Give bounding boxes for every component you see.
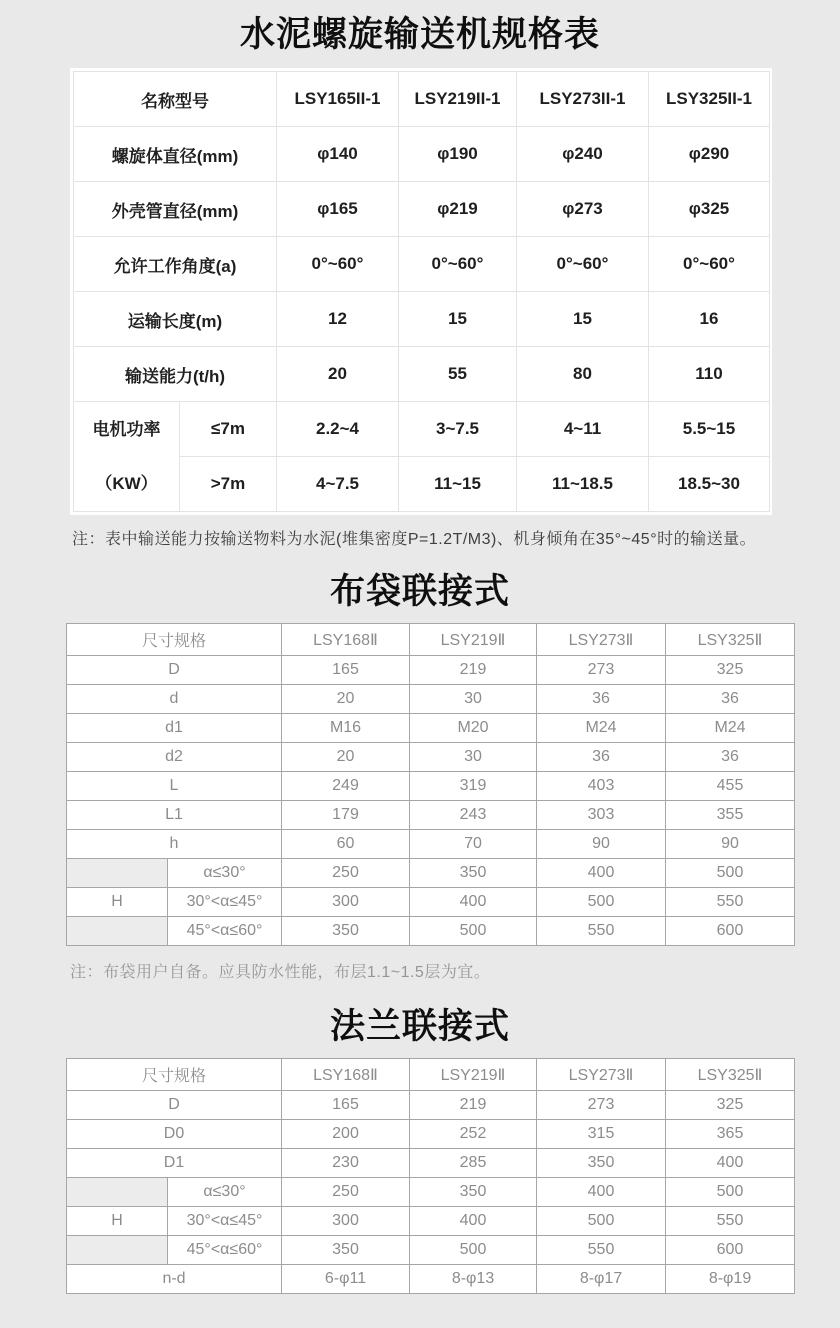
h-row-label: H (67, 888, 168, 917)
cell-value: 4~11 (517, 402, 649, 457)
cell-value: 300 (282, 1207, 410, 1236)
motor-power-label-line1: 电机功率 (92, 419, 161, 439)
cell-value: 243 (410, 801, 537, 830)
table-row (74, 127, 770, 182)
cell-value: 5.5~15 (649, 402, 770, 457)
cell-value: 55 (399, 347, 517, 402)
cell-value: 6-φ11 (282, 1265, 410, 1294)
column-header-model: LSY219Ⅱ (410, 624, 537, 656)
cell-value: 500 (537, 888, 666, 917)
table-row (67, 772, 795, 801)
angle-condition-label: α≤30° (168, 859, 282, 888)
column-header-model: LSY168Ⅱ (282, 624, 410, 656)
cell-value: 18.5~30 (649, 457, 770, 512)
cell-value: 4~7.5 (277, 457, 399, 512)
cell-value: φ273 (517, 182, 649, 237)
column-header-model: LSY325Ⅱ (666, 624, 795, 656)
cell-value: 60 (282, 830, 410, 859)
cell-value: 600 (666, 917, 795, 946)
row-label: D (67, 656, 282, 685)
row-label: 外壳管直径(mm) (74, 182, 277, 237)
table-row (74, 402, 770, 457)
bag-table-card (66, 623, 840, 946)
bag-table-title: 布袋联接式 (329, 572, 510, 611)
cell-value: 2.2~4 (277, 402, 399, 457)
cell-value: 319 (410, 772, 537, 801)
cell-value: 600 (666, 1236, 795, 1265)
cell-value: 550 (537, 1236, 666, 1265)
cell-value: 365 (666, 1120, 795, 1149)
spec-table-note: 注：表中输送能力按输送物料为水泥(堆集密度P=1.2T/M3)、机身倾角在35°~45°时的输送量。 (72, 531, 757, 548)
flange-table-title: 法兰联接式 (329, 1007, 510, 1046)
cell-value: 500 (410, 917, 537, 946)
cell-value: 325 (666, 656, 795, 685)
row-label: d2 (67, 743, 282, 772)
spec-table-title: 水泥螺旋输送机规格表 (239, 15, 600, 54)
cell-value: 400 (410, 1207, 537, 1236)
cell-value: 20 (282, 743, 410, 772)
angle-condition-label: 30°<α≤45° (168, 888, 282, 917)
cell-value: φ190 (399, 127, 517, 182)
row-label: L1 (67, 801, 282, 830)
cell-value: 8-φ17 (537, 1265, 666, 1294)
table-row (67, 830, 795, 859)
cell-value: 0°~60° (399, 237, 517, 292)
row-label: d1 (67, 714, 282, 743)
cell-value: 400 (410, 888, 537, 917)
cell-value: 0°~60° (517, 237, 649, 292)
empty-gray-cell (67, 917, 168, 946)
cell-value: 11~15 (399, 457, 517, 512)
cell-value: 500 (410, 1236, 537, 1265)
table-row (67, 714, 795, 743)
flange-table-card (66, 1058, 840, 1294)
cell-value: 500 (666, 859, 795, 888)
row-label: h (67, 830, 282, 859)
column-header-model: LSY325II-1 (649, 72, 770, 127)
bag-table (66, 623, 795, 946)
table-row (67, 888, 795, 917)
column-header-model: LSY165II-1 (277, 72, 399, 127)
cell-value: 36 (537, 743, 666, 772)
length-condition-label: >7m (180, 457, 277, 512)
cell-value: 8-φ19 (666, 1265, 795, 1294)
cell-value: M20 (410, 714, 537, 743)
table-row (67, 1236, 795, 1265)
cell-value: 165 (282, 656, 410, 685)
row-label: d (67, 685, 282, 714)
cell-value: 252 (410, 1120, 537, 1149)
cell-value: 250 (282, 859, 410, 888)
cell-value: φ140 (277, 127, 399, 182)
row-label: D1 (67, 1149, 282, 1178)
table-row (74, 347, 770, 402)
table-row (67, 1091, 795, 1120)
cell-value: M24 (666, 714, 795, 743)
column-header-label: 名称型号 (74, 72, 277, 127)
cell-value: 285 (410, 1149, 537, 1178)
cell-value: 3~7.5 (399, 402, 517, 457)
table-row (67, 1120, 795, 1149)
column-header-label: 尺寸规格 (67, 1059, 282, 1091)
cell-value: 20 (282, 685, 410, 714)
row-label: D0 (67, 1120, 282, 1149)
cell-value: 90 (666, 830, 795, 859)
row-label: 允许工作角度(a) (74, 237, 277, 292)
cell-value: 550 (537, 917, 666, 946)
cell-value: 36 (666, 743, 795, 772)
table-row (67, 917, 795, 946)
row-label: 输送能力(t/h) (74, 347, 277, 402)
cell-value: 273 (537, 1091, 666, 1120)
row-label: 螺旋体直径(mm) (74, 127, 277, 182)
cell-value: 273 (537, 656, 666, 685)
cell-value: φ290 (649, 127, 770, 182)
cell-value: φ219 (399, 182, 517, 237)
table-row (67, 1265, 795, 1294)
table-row (74, 182, 770, 237)
empty-gray-cell (67, 1236, 168, 1265)
table-row (67, 656, 795, 685)
cell-value: φ165 (277, 182, 399, 237)
cell-value: 300 (282, 888, 410, 917)
table-row (67, 1207, 795, 1236)
cell-value: φ240 (517, 127, 649, 182)
spec-table-card (70, 68, 772, 515)
cell-value: 15 (517, 292, 649, 347)
cell-value: 315 (537, 1120, 666, 1149)
cell-value: 219 (410, 1091, 537, 1120)
cell-value: 303 (537, 801, 666, 830)
column-header-model: LSY168Ⅱ (282, 1059, 410, 1091)
row-label: 运输长度(m) (74, 292, 277, 347)
cell-value: 400 (537, 859, 666, 888)
column-header-label: 尺寸规格 (67, 624, 282, 656)
column-header-model: LSY325Ⅱ (666, 1059, 795, 1091)
cell-value: 550 (666, 888, 795, 917)
table-row (67, 685, 795, 714)
table-row (67, 801, 795, 830)
cell-value: 250 (282, 1178, 410, 1207)
cell-value: 30 (410, 743, 537, 772)
cell-value: 30 (410, 685, 537, 714)
cell-value: 0°~60° (277, 237, 399, 292)
cell-value: 0°~60° (649, 237, 770, 292)
cell-value: 325 (666, 1091, 795, 1120)
motor-power-label-line2: （KW） (95, 473, 158, 493)
cell-value: 179 (282, 801, 410, 830)
cell-value: 80 (517, 347, 649, 402)
cell-value: 36 (666, 685, 795, 714)
h-row-label: H (67, 1207, 168, 1236)
cell-value: 70 (410, 830, 537, 859)
table-row (74, 237, 770, 292)
cell-value: 12 (277, 292, 399, 347)
cell-value: 350 (537, 1149, 666, 1178)
cell-value: 36 (537, 685, 666, 714)
angle-condition-label: 30°<α≤45° (168, 1207, 282, 1236)
row-label: L (67, 772, 282, 801)
angle-condition-label: α≤30° (168, 1178, 282, 1207)
motor-power-label (74, 402, 180, 512)
length-condition-label: ≤7m (180, 402, 277, 457)
cell-value: 350 (410, 859, 537, 888)
cell-value: 403 (537, 772, 666, 801)
empty-gray-cell (67, 859, 168, 888)
cell-value: 20 (277, 347, 399, 402)
header-row (74, 72, 770, 127)
column-header-model: LSY273Ⅱ (537, 1059, 666, 1091)
angle-condition-label: 45°<α≤60° (168, 1236, 282, 1265)
cell-value: 219 (410, 656, 537, 685)
cell-value: 400 (666, 1149, 795, 1178)
cell-value: φ325 (649, 182, 770, 237)
cell-value: 350 (410, 1178, 537, 1207)
cell-value: 230 (282, 1149, 410, 1178)
cell-value: 350 (282, 1236, 410, 1265)
table-row (67, 859, 795, 888)
cell-value: 350 (282, 917, 410, 946)
cell-value: 355 (666, 801, 795, 830)
cell-value: 90 (537, 830, 666, 859)
row-label: D (67, 1091, 282, 1120)
table-row (67, 743, 795, 772)
cell-value: 16 (649, 292, 770, 347)
spec-table (73, 71, 770, 512)
cell-value: 15 (399, 292, 517, 347)
cell-value: 200 (282, 1120, 410, 1149)
table-row (74, 292, 770, 347)
header-row (67, 624, 795, 656)
cell-value: 500 (666, 1178, 795, 1207)
bag-table-note: 注：布袋用户自备。应具防水性能，布层1.1~1.5层为宜。 (70, 964, 491, 981)
column-header-model: LSY219Ⅱ (410, 1059, 537, 1091)
column-header-model: LSY273II-1 (517, 72, 649, 127)
cell-value: 11~18.5 (517, 457, 649, 512)
cell-value: 249 (282, 772, 410, 801)
flange-table (66, 1058, 795, 1294)
cell-value: 110 (649, 347, 770, 402)
cell-value: 400 (537, 1178, 666, 1207)
header-row (67, 1059, 795, 1091)
column-header-model: LSY219II-1 (399, 72, 517, 127)
cell-value: M24 (537, 714, 666, 743)
cell-value: M16 (282, 714, 410, 743)
table-row (67, 1178, 795, 1207)
cell-value: 550 (666, 1207, 795, 1236)
angle-condition-label: 45°<α≤60° (168, 917, 282, 946)
table-row (67, 1149, 795, 1178)
cell-value: 455 (666, 772, 795, 801)
cell-value: 500 (537, 1207, 666, 1236)
empty-gray-cell (67, 1178, 168, 1207)
row-label: n-d (67, 1265, 282, 1294)
cell-value: 8-φ13 (410, 1265, 537, 1294)
column-header-model: LSY273Ⅱ (537, 624, 666, 656)
cell-value: 165 (282, 1091, 410, 1120)
